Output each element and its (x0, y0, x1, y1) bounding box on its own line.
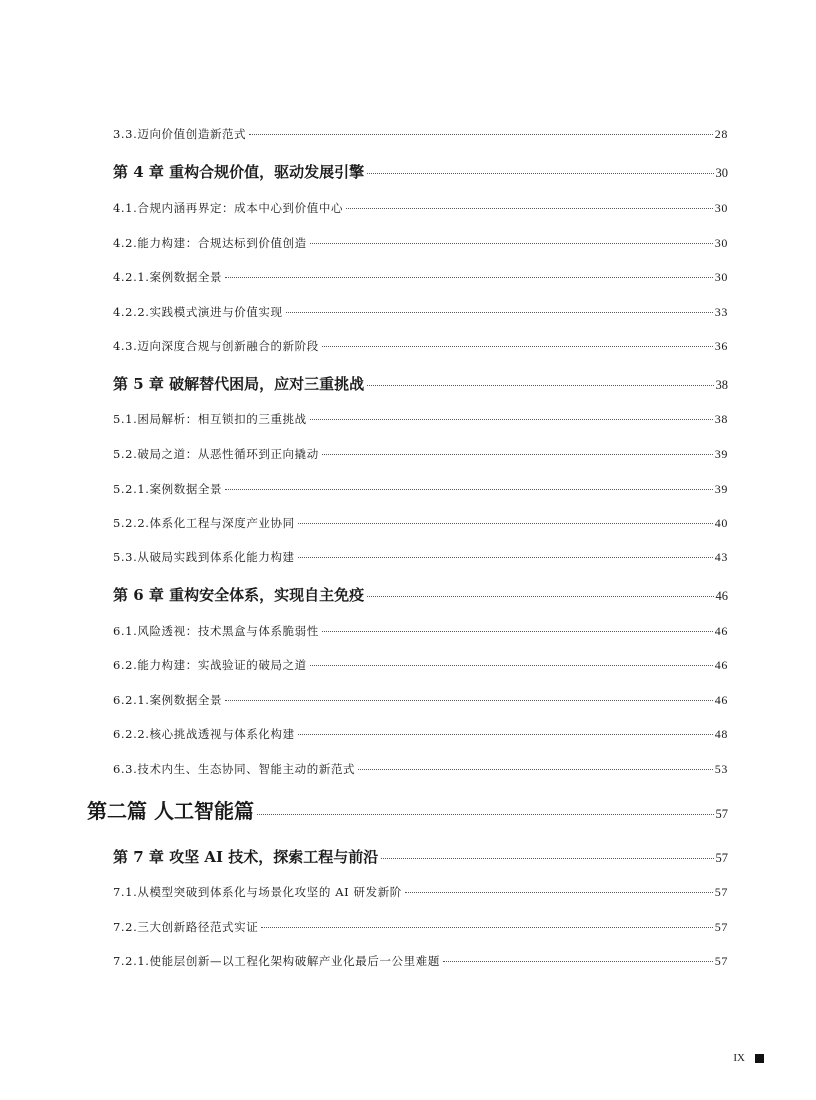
dot-leader (322, 346, 713, 347)
dot-leader (310, 243, 713, 244)
toc-part-entry[interactable] (87, 795, 728, 824)
toc-entry-title: 5.2.破局之道：从恶性循环到正向撬动 (113, 447, 319, 461)
toc-entry-page: 30 (714, 201, 728, 215)
toc-entry-page: 46 (715, 589, 728, 603)
toc-entry-page: 30 (715, 166, 728, 180)
toc-entry-page: 43 (714, 550, 728, 564)
toc-entry-page: 38 (715, 378, 728, 392)
dot-leader (298, 557, 713, 558)
toc-entry-page: 38 (714, 412, 728, 426)
toc-entry-page: 46 (714, 693, 728, 707)
toc-entry-title: 4.1.合规内涵再界定：成本中心到价值中心 (113, 201, 344, 215)
toc-entry-title: 5.2.1.案例数据全景 (113, 482, 223, 496)
toc-entry[interactable] (113, 726, 728, 742)
dot-leader (286, 312, 713, 313)
toc-entry-title: 7.1.从模型突破到体系化与场景化攻坚的 AI 研发新阶 (113, 885, 402, 899)
dot-leader (310, 665, 713, 666)
toc-entry-title: 5.3.从破局实践到体系化能力构建 (113, 550, 295, 564)
dot-leader (405, 892, 713, 893)
toc-entry-title: 第 4 章 重构合规价值，驱动发展引擎 (113, 163, 365, 181)
toc-entry[interactable] (113, 200, 728, 216)
dot-leader (381, 858, 713, 859)
toc-entry-title: 6.2.能力构建：实战验证的破局之道 (113, 658, 307, 672)
toc-entry-page: 30 (714, 236, 728, 250)
toc-entry-title: 6.2.1.案例数据全景 (113, 693, 223, 707)
toc-entry-page: 46 (714, 658, 728, 672)
dot-leader (322, 454, 713, 455)
toc-entry[interactable] (113, 692, 728, 708)
toc-entry-page: 40 (714, 516, 728, 530)
toc-entry-title: 6.3.技术内生、生态协同、智能主动的新范式 (113, 762, 356, 776)
toc-entry-title: 第二篇 人工智能篇 (87, 799, 254, 823)
toc-entry-page: 46 (714, 624, 728, 638)
toc-entry[interactable] (113, 953, 728, 969)
dot-leader (310, 419, 713, 420)
dot-leader (257, 814, 714, 815)
toc-entry[interactable] (113, 481, 728, 497)
dot-leader (367, 385, 713, 386)
toc-entry-page: 57 (714, 885, 728, 899)
toc-entry-title: 第 7 章 攻坚 AI 技术，探索工程与前沿 (113, 848, 379, 866)
page-footer (733, 1052, 764, 1064)
toc-entry[interactable] (113, 269, 728, 285)
dot-leader (225, 700, 713, 701)
toc-entry-page: 39 (714, 447, 728, 461)
toc-chapter-entry[interactable] (113, 846, 728, 867)
toc-entry-title: 第 5 章 破解替代困局，应对三重挑战 (113, 375, 365, 393)
dot-leader (367, 596, 713, 597)
toc-entry-page: 57 (714, 954, 728, 968)
toc-entry[interactable] (113, 657, 728, 673)
toc-entry-title: 第 6 章 重构安全体系，实现自主免疫 (113, 586, 365, 604)
toc-entry[interactable] (113, 515, 728, 531)
toc-entry[interactable] (113, 761, 728, 777)
toc-chapter-entry[interactable] (113, 373, 728, 394)
dot-leader (225, 489, 713, 490)
toc-entry-page: 57 (715, 807, 728, 821)
toc-entry[interactable] (113, 446, 728, 462)
toc-chapter-entry[interactable] (113, 584, 728, 605)
toc-entry-title: 4.2.1.案例数据全景 (113, 270, 223, 284)
toc-entry[interactable] (113, 235, 728, 251)
toc-entry-title: 6.2.2.核心挑战透视与体系化构建 (113, 727, 295, 741)
toc-entry-title: 4.2.2.实践模式演进与价值实现 (113, 305, 283, 319)
toc-entry-title: 5.1.困局解析：相互锁扣的三重挑战 (113, 412, 307, 426)
dot-leader (358, 769, 713, 770)
dot-leader (367, 173, 713, 174)
dot-leader (225, 277, 713, 278)
square-marker-icon (755, 1054, 764, 1063)
toc-entry-title: 3.3.迈向价值创造新范式 (113, 127, 247, 141)
dot-leader (298, 523, 713, 524)
toc-entry-page: 33 (714, 305, 728, 319)
toc-entry-page: 39 (714, 482, 728, 496)
toc-entry-title: 7.2.三大创新路径范式实证 (113, 920, 259, 934)
dot-leader (443, 961, 713, 962)
toc-entry-page: 57 (714, 920, 728, 934)
toc-entry[interactable] (113, 126, 728, 142)
dot-leader (346, 208, 713, 209)
toc-entry-page: 36 (714, 339, 728, 353)
toc-chapter-entry[interactable] (113, 161, 728, 182)
toc-entry-page: 30 (714, 270, 728, 284)
toc-entry-page: 28 (714, 127, 728, 141)
toc-entry[interactable] (113, 549, 728, 565)
toc-entry-title: 7.2.1.使能层创新—以工程化架构破解产业化最后一公里难题 (113, 954, 440, 968)
toc-entry[interactable] (113, 884, 728, 900)
toc-entry-title: 4.2.能力构建：合规达标到价值创造 (113, 236, 307, 250)
toc-entry-page: 53 (714, 762, 728, 776)
dot-leader (322, 631, 713, 632)
toc-entry[interactable] (113, 623, 728, 639)
toc-entry-title: 5.2.2.体系化工程与深度产业协同 (113, 516, 295, 530)
toc-entry[interactable] (113, 304, 728, 320)
toc-entry-page: 48 (714, 727, 728, 741)
toc-entry[interactable] (113, 411, 728, 427)
dot-leader (298, 734, 713, 735)
dot-leader (249, 134, 713, 135)
page-number: IX (733, 1052, 745, 1064)
toc-entry-page: 57 (715, 851, 728, 865)
toc-entry-title: 4.3.迈向深度合规与创新融合的新阶段 (113, 339, 319, 353)
dot-leader (261, 927, 712, 928)
toc-entry-title: 6.1.风险透视：技术黑盒与体系脆弱性 (113, 624, 319, 638)
toc-entry[interactable] (113, 919, 728, 935)
toc-entry[interactable] (113, 338, 728, 354)
